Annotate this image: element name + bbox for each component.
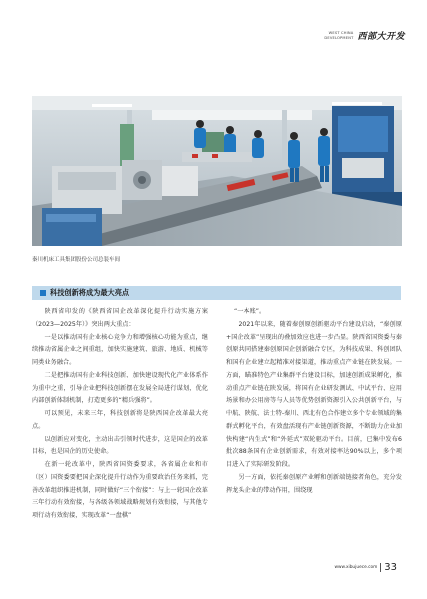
section-title: 科技创新将成为最大亮点 [50,287,130,297]
section-header [32,286,401,300]
paragraph: 另一方面，依托秦创原产业孵和创新端链接者角色，充分发挥龙头企业的带动作用，围绕现 [226,473,402,494]
section-marker-icon [40,290,46,296]
masthead-en-line2: DEVELOPMENT [324,35,354,40]
paragraph: 二是把推动国有企业科技创新、加快建设现代化产业体系作为重中之重，引导企业把科技创新摆在发展全局进行谋划，优化内部创新体制机制，打造更多的“精兵强将”。 [32,371,208,405]
magazine-masthead [324,29,405,42]
paragraph: 陕西省印发的《陕西省国企改革深化提升行动实施方案（2023—2025年）》突出两大重点： [32,308,208,328]
factory-workshop-photo [32,96,402,246]
masthead-english [324,31,353,40]
page-number: 33 [384,562,397,573]
paragraph: 一是以推动国有企业核心竞争力和增强核心功能为重点，继续推动省属企业之间重组，加快实施建筑、旅游、地质、机械等同类业务融合。 [32,333,208,366]
article-column-right [226,306,402,497]
paragraph: 在新一轮改革中，陕西省国资委要求，各省属企业和市（区）国资委要把国企深化提升行动作为重要政治任务来抓，完善改革组织推进机制，同时做好“三个衔接”：与上一轮国企改革三年行动有效衔接，与各级各领域战略规划有效衔接，与其他专项行动有效衔接，实现改革“一盘棋” [32,461,208,519]
paragraph: 可以预见，未来三年，科技创新将是陕西国企改革最大亮点。 [32,410,208,430]
masthead-chinese-title: 西部大开发 [357,32,405,42]
masthead-en-line1: WEST CHINA [328,30,354,35]
paragraph: 2021年以来，随着秦创原创新驱动平台建设启动，“秦创原+国企改革”呈现出的叠加效应也进一步凸显。陕西省国资委与秦创原共同搭建秦创原国企创新融合专区，为科技成果、科创团队和国有企业建立起精准对接渠道，推动重点产业链在陕发展。一方面，瞄准特色产业集群平台建设目标，加速创新成果孵化，推动重点产业链在陕发展，将国有企业研发测试、中试平台、应用场景和办公用房等与人员等优势创新资源引入公共创新平台，与中航、陕航、法士特-秦川、西北有色合作建立多个专业领域的集群式孵化平台，有效盘活现有产业链创新资源，不断助力企业加快构建“内生式”和“外延式”双轮驱动平台。目前，已集中发布6批次88条国有企业创新需求，有效对接率达90%以上，多个项目进入了实际研发阶段。 [226,320,402,468]
page-footer [334,562,397,573]
workshop-illustration [32,96,402,246]
paragraph: 以创新应对变化，主动出击引领时代进步，这是国企的改革目标，也是国企的历史使命。 [32,435,208,456]
footer-url: www.xibujuece.com [334,565,378,570]
footer-divider [380,563,381,572]
photo-caption: 秦川机床工具集团股份公司总装车间 [32,257,121,263]
paragraph: “一本账”。 [234,308,266,315]
article-column-left [32,306,208,523]
